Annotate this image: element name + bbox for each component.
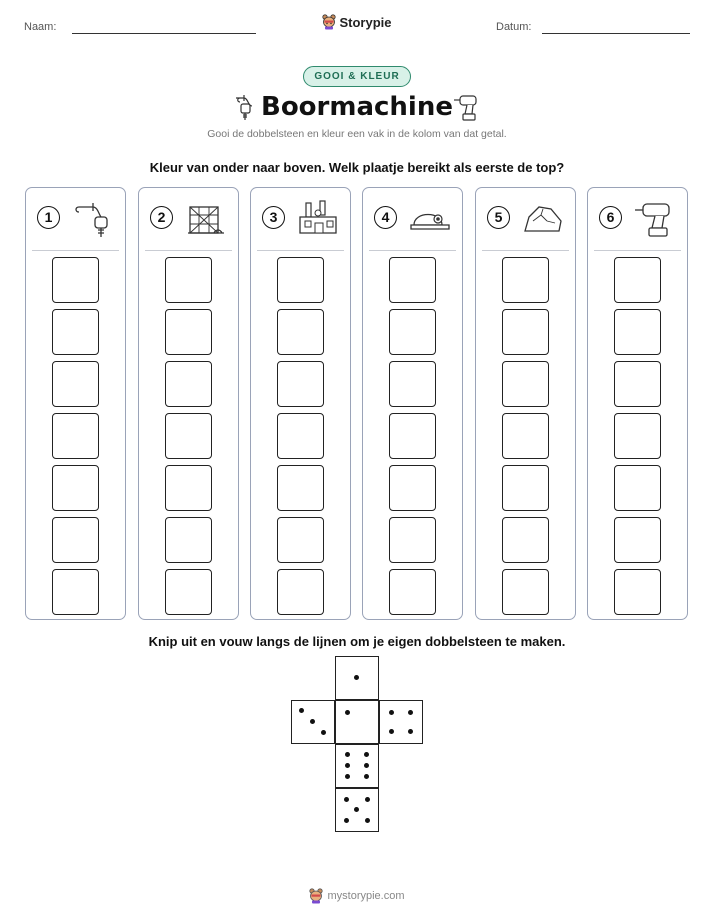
color-square[interactable] (614, 257, 661, 303)
activity-badge: GOOI & KLEUR (303, 66, 410, 87)
color-square[interactable] (614, 413, 661, 459)
column-divider (369, 250, 456, 251)
color-square[interactable] (165, 517, 212, 563)
instruction-bottom: Knip uit en vouw langs de lijnen om je eigen dobbelsteen te maken. (148, 634, 566, 649)
color-square[interactable] (502, 309, 549, 355)
color-square[interactable] (614, 569, 661, 615)
dice-face-right (379, 700, 423, 744)
color-square[interactable] (165, 569, 212, 615)
column-number: 4 (374, 206, 397, 229)
color-square[interactable] (389, 465, 436, 511)
color-square[interactable] (614, 517, 661, 563)
pip (365, 797, 370, 802)
factory-icon (296, 199, 340, 239)
pip (364, 763, 369, 768)
color-square[interactable] (277, 413, 324, 459)
pip (345, 710, 350, 715)
pip (389, 710, 394, 715)
column-number: 2 (150, 206, 173, 229)
storypie-mascot-icon (309, 888, 323, 904)
subtitle: Gooi de dobbelsteen en kleur een vak in de kolom van dat getal. (207, 128, 507, 140)
pip (408, 710, 413, 715)
color-square[interactable] (277, 257, 324, 303)
date-label: Datum: (496, 21, 532, 33)
dice-face-center (335, 700, 379, 744)
color-square[interactable] (277, 569, 324, 615)
color-square[interactable] (389, 413, 436, 459)
power-drill-title-icon (452, 91, 482, 123)
column-divider (257, 250, 344, 251)
column-2 (138, 187, 239, 620)
pip (365, 818, 370, 823)
pip (408, 729, 413, 734)
color-square[interactable] (614, 309, 661, 355)
badge-container (0, 66, 714, 87)
pip (345, 752, 350, 757)
hard-hat-icon (408, 199, 452, 239)
column-divider (594, 250, 681, 251)
color-square[interactable] (502, 257, 549, 303)
pip (354, 675, 359, 680)
column-4 (362, 187, 463, 620)
color-square[interactable] (502, 517, 549, 563)
pip (345, 774, 350, 779)
dice-face-top (335, 656, 379, 700)
color-square[interactable] (165, 413, 212, 459)
color-square[interactable] (52, 257, 99, 303)
power-drill-icon (633, 199, 677, 239)
color-square[interactable] (165, 361, 212, 407)
rock-icon (521, 199, 565, 239)
color-square[interactable] (165, 465, 212, 511)
color-square[interactable] (52, 517, 99, 563)
construction-building-icon (184, 199, 228, 239)
color-square[interactable] (277, 465, 324, 511)
column-5 (475, 187, 576, 620)
dice-face-lower (335, 744, 379, 788)
logo (0, 14, 714, 35)
column-divider (482, 250, 569, 251)
pip (389, 729, 394, 734)
color-square[interactable] (389, 309, 436, 355)
dice-face-left (291, 700, 335, 744)
color-square[interactable] (614, 361, 661, 407)
hand-drill-icon (71, 199, 115, 239)
color-square[interactable] (52, 569, 99, 615)
dice-face-bottom (335, 788, 379, 832)
color-square[interactable] (165, 309, 212, 355)
pip (364, 774, 369, 779)
column-divider (145, 250, 232, 251)
date-line[interactable] (542, 33, 690, 34)
pip (344, 818, 349, 823)
title-container (0, 92, 714, 122)
color-square[interactable] (389, 569, 436, 615)
page-title: Boormachine (261, 92, 453, 122)
color-square[interactable] (389, 517, 436, 563)
pip (354, 807, 359, 812)
column-3 (250, 187, 351, 620)
column-6 (587, 187, 688, 620)
column-number: 3 (262, 206, 285, 229)
footer-url[interactable]: mystorypie.com (327, 890, 405, 902)
pip (310, 719, 315, 724)
color-square[interactable] (502, 465, 549, 511)
instruction-top: Kleur van onder naar boven. Welk plaatje bereikt als eerste de top? (149, 160, 565, 175)
pip (344, 797, 349, 802)
column-number: 1 (37, 206, 60, 229)
column-number: 6 (599, 206, 622, 229)
color-square[interactable] (52, 361, 99, 407)
color-square[interactable] (502, 361, 549, 407)
column-divider (32, 250, 119, 251)
storypie-mascot-icon (322, 14, 336, 30)
name-label: Naam: (24, 21, 57, 33)
color-square[interactable] (52, 309, 99, 355)
color-square[interactable] (277, 517, 324, 563)
pip (299, 708, 304, 713)
color-square[interactable] (277, 361, 324, 407)
color-square[interactable] (165, 257, 212, 303)
pip (345, 763, 350, 768)
color-square[interactable] (389, 361, 436, 407)
color-square[interactable] (502, 413, 549, 459)
color-square[interactable] (52, 413, 99, 459)
color-square[interactable] (52, 465, 99, 511)
color-square[interactable] (614, 465, 661, 511)
color-square[interactable] (389, 257, 436, 303)
footer (0, 888, 714, 907)
color-square[interactable] (502, 569, 549, 615)
pip (321, 730, 326, 735)
column-number: 5 (487, 206, 510, 229)
column-1 (25, 187, 126, 620)
pip (364, 752, 369, 757)
logo-text: Storypie (339, 14, 392, 30)
color-square[interactable] (277, 309, 324, 355)
